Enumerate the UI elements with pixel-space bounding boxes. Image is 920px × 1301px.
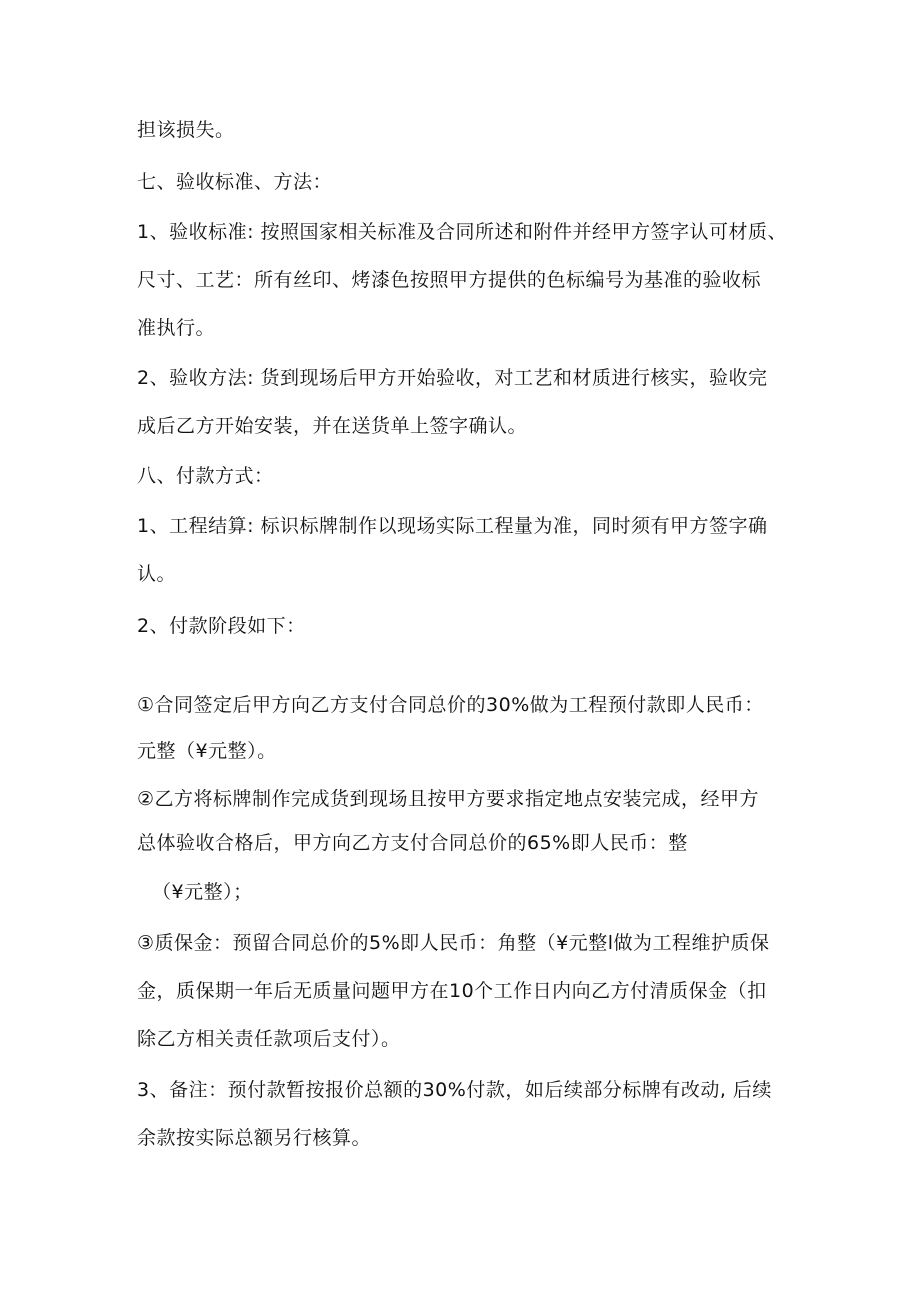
paragraph-line: 成后乙方开始安装，并在送货单上签字确认。	[137, 415, 528, 437]
paragraph-line: 担该损失。	[137, 119, 235, 141]
paragraph-line: 2、验收方法: 货到现场后甲方开始验收，对工艺和材质进行核实，验收完	[137, 367, 768, 389]
section-heading-acceptance: 七、验收标准、方法：	[137, 171, 333, 193]
paragraph-line: 3、备注：预付款暂按报价总额的30%付款，如后续部分标牌有改动, 后续	[137, 1079, 772, 1101]
paragraph-line: 认。	[137, 563, 177, 585]
paragraph-line: 2、付款阶段如下：	[137, 615, 306, 637]
paragraph-line: ②乙方将标牌制作完成货到现场且按甲方要求指定地点安装完成，经甲方	[137, 788, 760, 810]
paragraph-line: 金，质保期一年后无质量问题甲方在10个工作日内向乙方付清质保金（扣	[137, 980, 767, 1002]
paragraph-line: 元整（¥元整）。	[137, 740, 277, 762]
paragraph-line: 尺寸、工艺：所有丝印、烤漆色按照甲方提供的色标编号为基准的验收标	[137, 269, 762, 291]
paragraph-line: 1、验收标准: 按照国家相关标准及合同所述和附件并经甲方签字认可材质、	[137, 221, 788, 243]
paragraph-line: 余款按实际总额另行核算。	[137, 1127, 372, 1149]
paragraph-line: 总体验收合格后，甲方向乙方支付合同总价的65%即人民币：整	[137, 832, 688, 854]
paragraph-line: 1、工程结算: 标识标牌制作以现场实际工程量为准，同时须有甲方签字确	[137, 515, 768, 537]
paragraph-line: （¥元整）；	[152, 881, 253, 903]
section-heading-payment: 八、付款方式：	[137, 465, 274, 487]
paragraph-line: ①合同签定后甲方向乙方支付合同总价的30%做为工程预付款即人民币：	[137, 694, 764, 716]
paragraph-line: 除乙方相关责任款项后支付）。	[137, 1028, 401, 1050]
paragraph-line: 准执行。	[137, 317, 216, 339]
paragraph-line: ③质保金：预留合同总价的5%即人民币：角整（¥元整l做为工程维护质保	[137, 932, 770, 954]
